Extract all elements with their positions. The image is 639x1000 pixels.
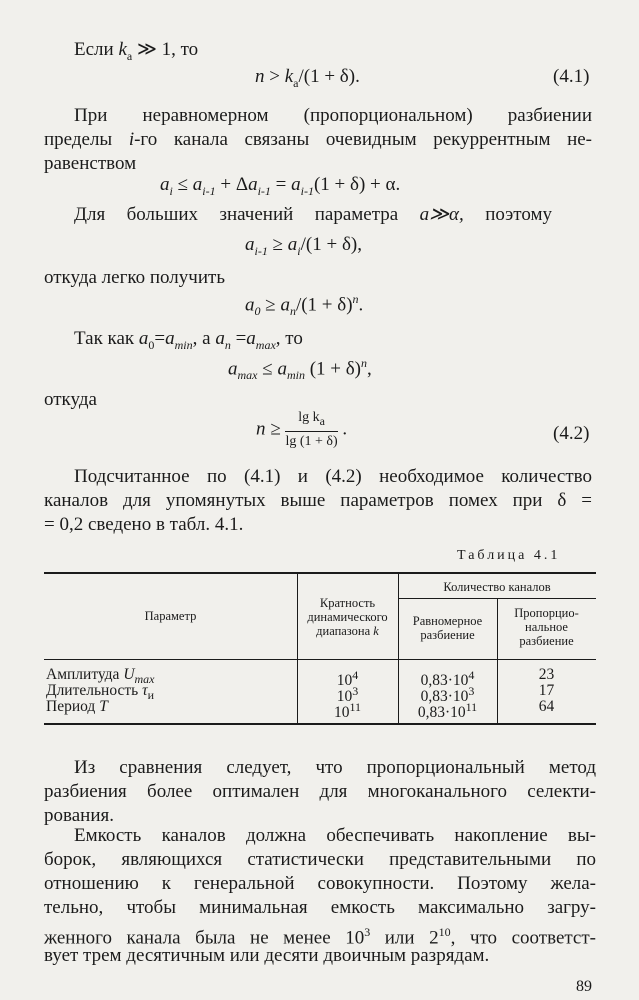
row-1-sym: U [123,666,135,683]
eq42-num-text: lg k [298,410,320,425]
p4-tail: , то [275,328,303,349]
f3-rel: ≥ [260,294,281,316]
header-prop-line-3: разбиение [519,634,574,648]
header-ratio-line-3: диапазона [316,624,371,638]
row-2-ratio: 10 [336,688,353,706]
header-ratio-k: k [373,624,379,638]
table-row-3-param [46,699,108,715]
equation-4-2 [256,410,347,450]
paragraph-8-line-3: отношению к генеральной совокупности. Поэтому жела- [44,873,596,894]
f3-exp: n [352,292,359,306]
p4-eq2: = [230,328,247,349]
p1-l2a: пределы [44,129,113,150]
f2-a: a [245,234,255,255]
row-1-sym-sub: max [134,672,155,687]
paragraph-8-line-4: тельно, чтобы минимальная емкость максимально загру- [44,897,596,918]
f3-b: a [280,294,290,316]
page-number: 89 [576,978,592,995]
header-ratio-line-1: Кратность [319,596,376,610]
f2-tail: /(1 + δ), [300,234,362,255]
p4-a0-sub: 0 [148,337,155,352]
p2-tail: поэтому [485,204,553,225]
paragraph-3: откуда легко получить [44,267,225,288]
equation-4-2-label: (4.2) [553,423,590,444]
row-1-uni-exp: 4 [468,668,475,682]
p4-amin-sub: min [174,337,193,352]
p1-l2b: -го канала связаны очевидным рекуррентным не- [134,129,593,150]
table-row-2-proportional: 17 [538,682,555,699]
p4-mid: , а [192,328,211,349]
paragraph-2 [74,203,552,228]
header-channel-count: Количество каналов [443,580,551,594]
eq42-denominator: lg (1 + δ) [285,433,338,449]
header-parameter: Параметр [144,609,197,623]
f4-rel: ≤ [257,358,278,380]
f3-a: a [245,294,255,316]
p4-lead: Так как [74,328,135,349]
eq41-tail: /(1 + δ). [298,66,360,87]
table-row-3-ratio [297,699,398,721]
p8-l5c: , что соответст- [450,927,596,949]
header-ratio-line-2: динамического [307,610,388,624]
f1-a: a [160,174,170,195]
f1-d: a [291,174,301,195]
paragraph-1-line-3: равенством [44,153,137,174]
f1-b: a [192,174,203,195]
p1-i: i [128,129,135,150]
table-row-1-proportional: 23 [538,666,555,683]
eq42-numerator [285,410,337,432]
paragraph-5: откуда [44,389,97,410]
header-proportional [497,606,596,648]
eq41-k-sub: a [293,75,299,90]
p8-exp-10: 10 [438,925,451,939]
p4-amax: a [246,328,256,349]
p8-l5a: женного канала была не менее 10 [44,927,365,949]
f3-b-sub: n [289,304,296,319]
row-3-uni: 0,83·10 [417,704,466,722]
eq42-dot: . [342,418,348,440]
row-3-name: Период [46,698,96,715]
header-prop-line-1: Пропорцио- [514,606,579,620]
paragraph-8-line-6: вует трем десятичным или десяти двоичным разрядам. [44,945,490,966]
p4-an-sub: n [224,337,231,352]
row-2-sym-sub: и [147,688,155,703]
row-1-name: Амплитуда [46,666,120,683]
row-3-sym: T [99,698,108,715]
f1-c-sub: i-1 [257,183,271,198]
f4-a: a [228,358,238,380]
p8-l5b: или 2 [370,927,439,949]
equation-4-1 [255,66,360,91]
p8-exp-3: 3 [364,925,371,939]
row-2-uni: 0,83·10 [420,688,469,706]
row-2-ratio-exp: 3 [352,684,359,698]
f1-eq: = [270,174,292,195]
f3-end: . [358,294,364,316]
eq42-fraction [285,410,337,450]
f2-a-sub: i-1 [254,243,268,258]
table-row-3-proportional: 64 [538,698,555,715]
header-uniform-line-2: разбиение [420,628,475,642]
f2-b: a [287,234,298,255]
paragraph-1-line-1: При неравномерном (пропорциональном) разбиении [74,105,592,126]
f1-c: a [248,174,258,195]
formula-recurrence [160,174,400,199]
equation-4-1-label: (4.1) [553,66,590,87]
row-1-ratio: 10 [336,672,353,690]
row-2-sym: τ [142,682,148,699]
f4-tail: (1 + δ) [304,358,362,380]
header-prop-line-2: нальное [525,620,568,634]
formula-3 [245,292,363,319]
row-1-ratio-exp: 4 [352,668,359,682]
formula-4 [228,356,372,383]
p2-sym: a≫α, [419,204,464,225]
f4-b-sub: min [286,368,305,383]
formula-2 [245,234,362,259]
paragraph-7-line-1: Из сравнения следует, что пропорциональный метод [74,757,596,778]
paragraph-6-line-1: Подсчитанное по (4.1) и (4.2) необходимое количество [74,466,592,487]
table-top-rule [44,572,596,574]
row-2-name: Длительность [46,682,139,699]
p4-amax-sub: max [255,337,276,352]
table-bottom-rule [44,723,596,725]
f2-b-sub: i [297,243,301,258]
paragraph-1-line-2 [44,128,592,153]
p4-eq1: = [154,328,166,349]
p4-a0: a [138,328,149,349]
f1-plus: + Δ [215,174,249,195]
eq42-lhs: n ≥ [256,418,281,440]
intro-rest: ≫ 1, то [136,39,199,60]
row-3-ratio: 10 [333,704,350,722]
eq41-rel: > [264,66,285,87]
eq41-lhs: n [255,66,265,87]
eq41-k: k [284,66,294,87]
p2-text: Для больших значений параметра [74,204,399,225]
f1-d-sub: i-1 [300,183,314,198]
row-2-uni-exp: 3 [468,684,475,698]
table-header-rule [44,659,596,660]
header-uniform [398,614,497,642]
f1-tail: (1 + δ) + α. [313,174,401,195]
table-caption: Таблица 4.1 [457,548,561,563]
f1-rel: ≤ [172,174,193,195]
paragraph-7-line-2: разбиения более оптимален для многоканального селекти- [44,781,596,802]
f3-tail: /(1 + δ) [295,294,353,316]
paragraph-6-line-2: каналов для упомянутых выше параметров помех при δ = [44,490,592,511]
paragraph-4 [74,327,303,357]
intro-k-sub: а [126,48,133,63]
f3-a-sub: 0 [254,304,261,319]
table-row-3-uniform [398,699,497,721]
p4-an: a [215,328,225,349]
f4-a-sub: max [237,368,258,383]
f1-b-sub: i-1 [202,183,216,198]
f2-rel: ≥ [267,234,288,255]
row-3-uni-exp: 11 [465,700,478,714]
f4-end: , [367,358,372,380]
f4-b: a [277,358,287,380]
paragraph-7-line-3: рования. [44,805,114,826]
p4-amin: a [165,328,175,349]
intro-k: k [118,39,127,60]
intro-line [74,38,198,68]
header-uniform-line-1: Равномерное [412,614,483,628]
f1-a-sub: i [169,183,173,198]
paragraph-8-line-1: Емкость каналов должна обеспечивать накопление вы- [74,825,596,846]
f4-exp: n [361,356,368,370]
eq42-num-sub: a [319,413,325,428]
row-1-uni: 0,83·10 [420,672,469,690]
row-3-ratio-exp: 11 [349,700,362,714]
header-ratio [297,596,398,638]
paragraph-6-line-3: = 0,2 сведено в табл. 4.1. [44,514,244,535]
paragraph-8-line-2: борок, являющихся статистически представительными по [44,849,596,870]
intro-lead: Если [74,39,114,60]
